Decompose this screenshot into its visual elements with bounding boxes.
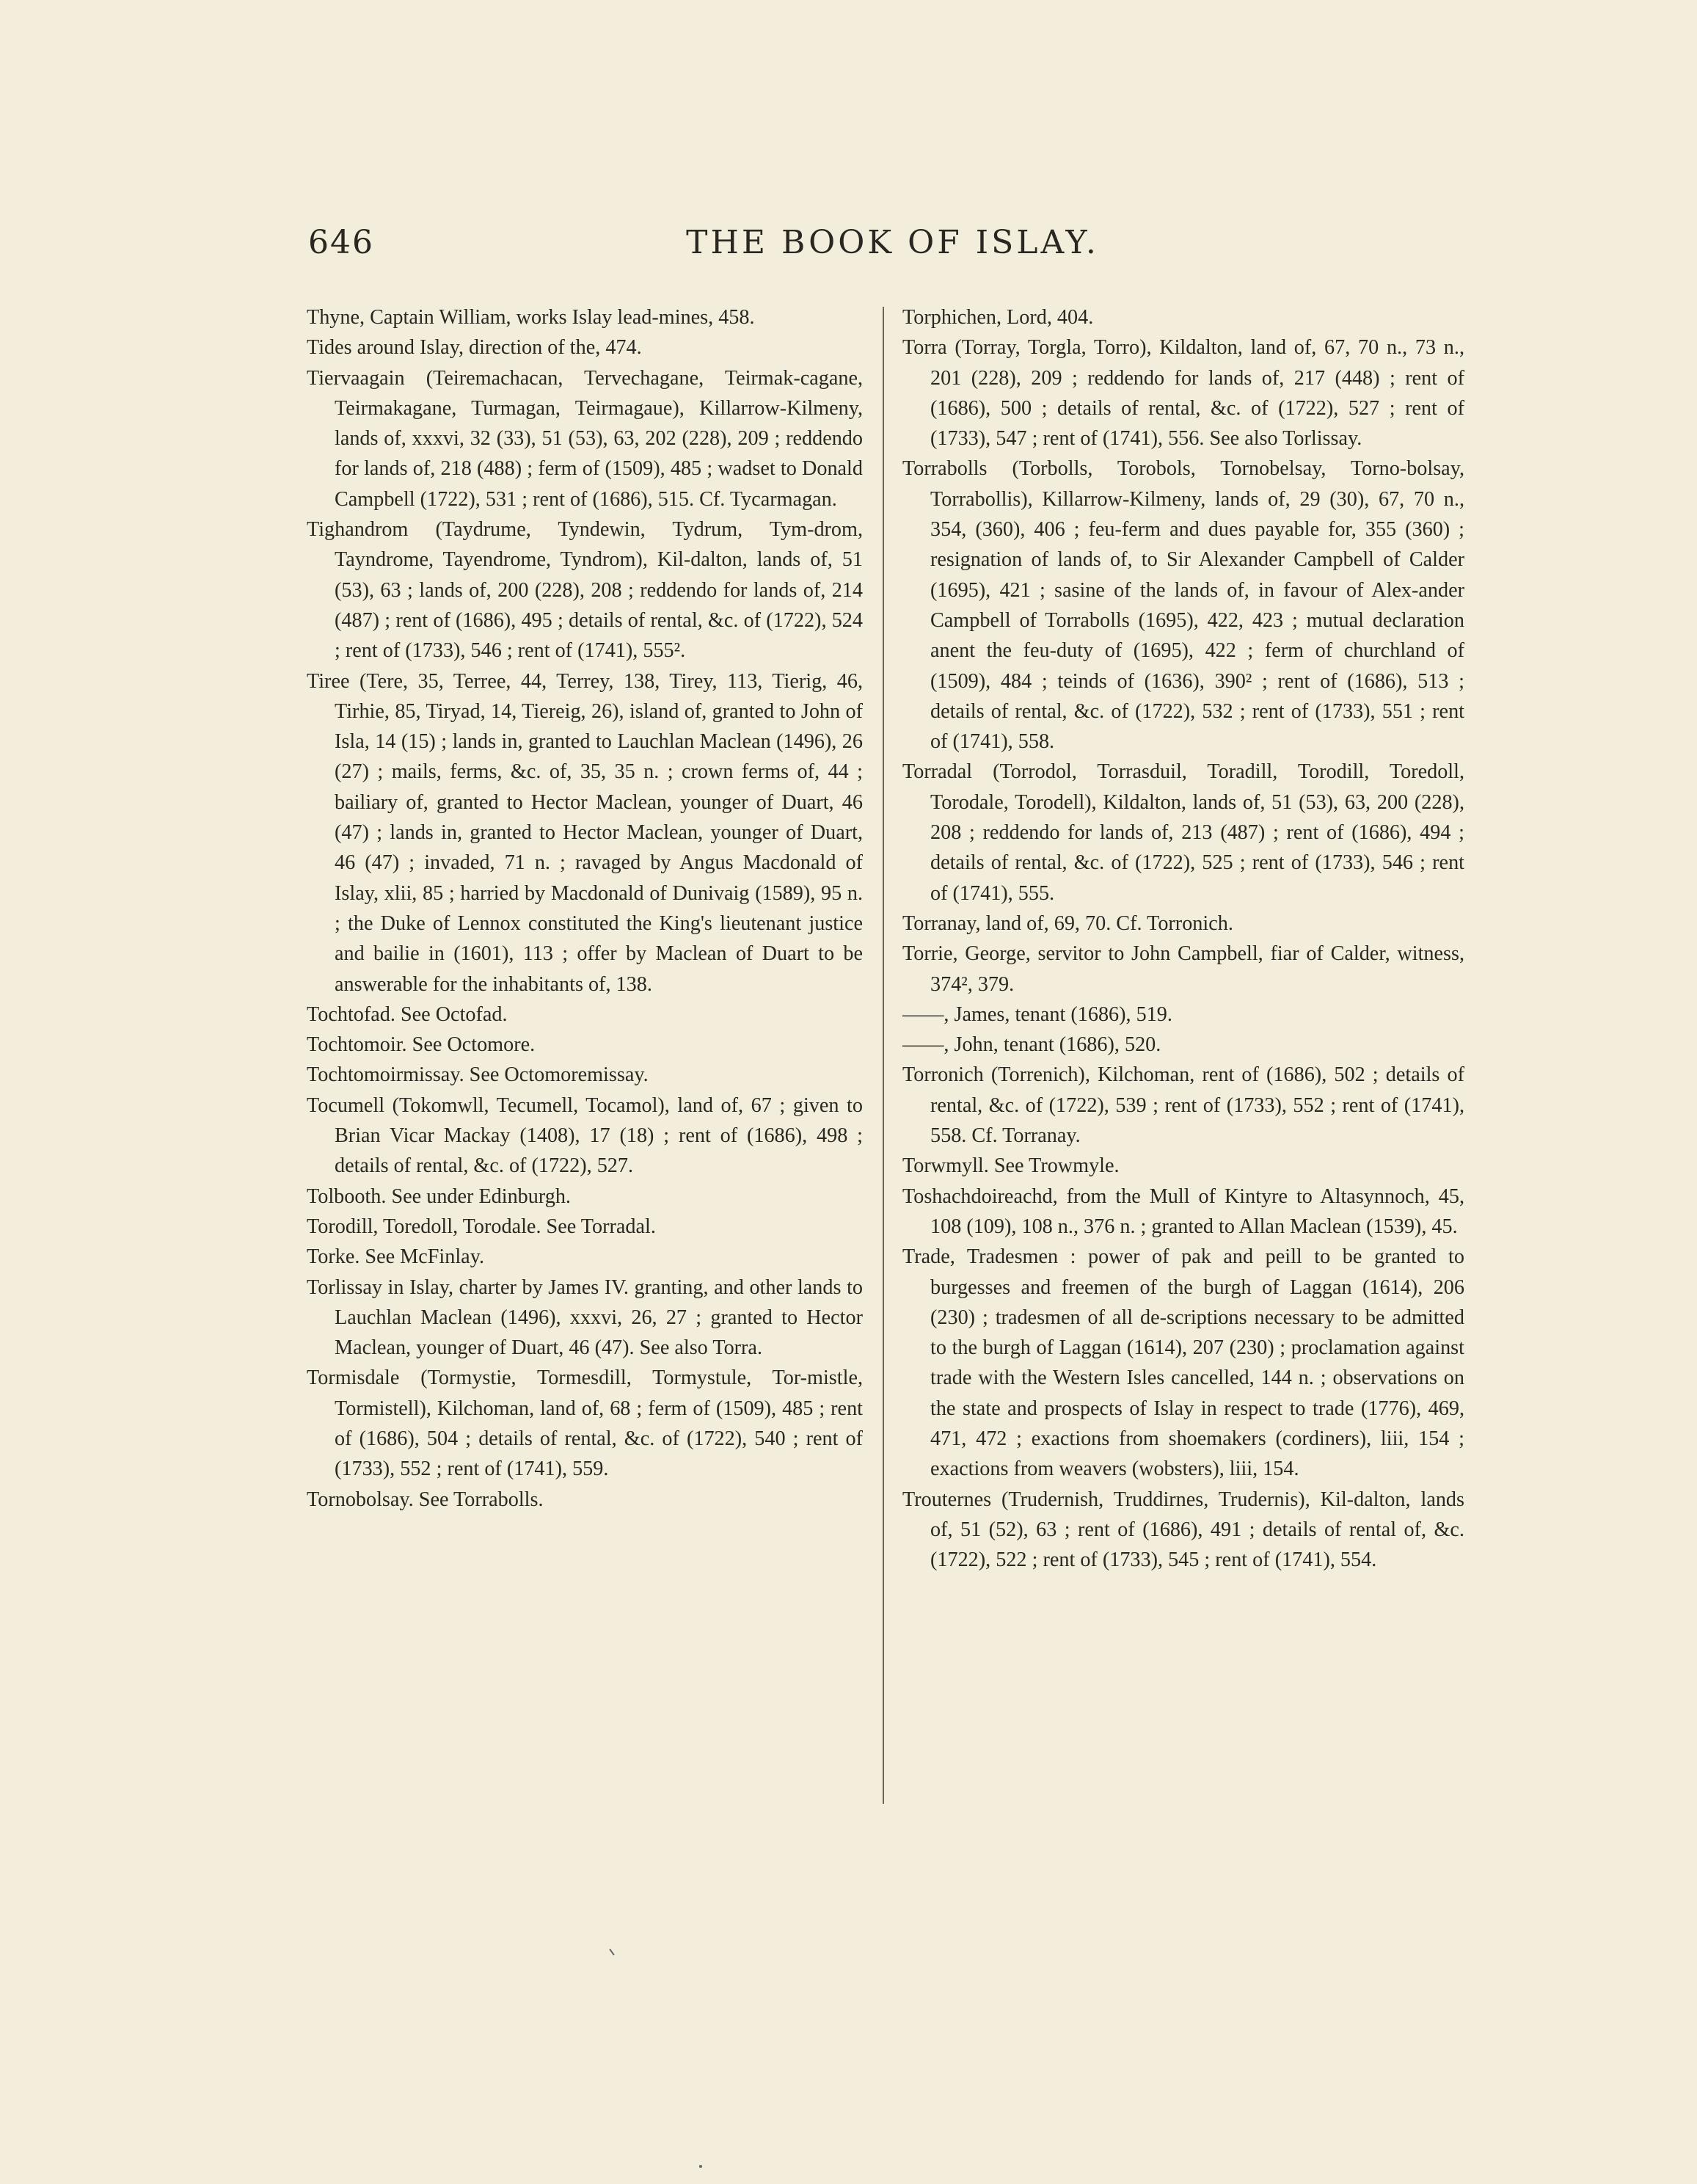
index-entry: ——, James, tenant (1686), 519. <box>902 1002 1172 1026</box>
index-entry: Trade, Tradesmen : power of pak and peill to be granted to burgesses and freemen of the burgh of Laggan (1614), 206 (230) ; tradesmen of all de-scriptions necessary to be admitted to the burgh of Laggan (1614), 207 (230) ; proclamation against trade with the Western Isles cancelled, 144 n. ; observations on the state and prospects of Islay in respect to trade (1776), 469, 471, 472 ; exactions from shoemakers (cordiners), liii, 154 ; exactions from weavers (wobsters), liii, 154. <box>902 1245 1464 1481</box>
column-divider <box>883 307 884 1804</box>
index-entry: Tochtomoir. See Octomore. <box>307 1033 536 1057</box>
index-entry: Torodill, Toredoll, Torodale. See Torradal. <box>307 1215 656 1238</box>
index-entry: Torronich (Torrenich), Kilchoman, rent of (1686), 502 ; details of rental, &c. of (1722), 539 ; rent of (1733), 552 ; rent of (1741), 558. Cf. Torranay. <box>902 1063 1464 1148</box>
index-entry: Tormisdale (Tormystie, Tormesdill, Tormystule, Tor-mistle, Tormistell), Kilchoman, land of, 68 ; ferm of (1509), 485 ; rent of (1686), 504 ; details of rental, &c. of (1722), 540 ; rent of (1733), 552 ; rent of (1741), 559. <box>307 1366 863 1481</box>
index-entry: Trouternes (Trudernish, Truddirnes, Trudernis), Kil-dalton, lands of, 51 (52), 63 ; rent of (1686), 491 ; details of rental of, &c. (1722), 522 ; rent of (1733), 545 ; rent of (1741), 554. <box>902 1488 1464 1572</box>
index-entry: Torra (Torray, Torgla, Torro), Kildalton, land of, 67, 70 n., 73 n., 201 (228), 209 ; reddendo for lands of, 217 (448) ; rent of (1686), 500 ; details of rental, &c. of (1722), 527 ; rent of (1733), 547 ; rent of (1741), 556. See also Torlissay. <box>902 336 1464 451</box>
index-column-right <box>902 302 1464 1575</box>
index-entry: Tighandrom (Taydrume, Tyndewin, Tydrum, Tym-drom, Tayndrome, Tayendrome, Tyndrom), Kil-dalton, lands of, 51 (53), 63 ; lands of, 200 (228), 208 ; reddendo for lands of, 214 (487) ; rent of (1686), 495 ; details of rental, &c. of (1722), 524 ; rent of (1733), 546 ; rent of (1741), 555². <box>307 518 863 663</box>
index-entry: Tiervaagain (Teiremachacan, Tervechagane, Teirmak-cagane, Teirmakagane, Turmagan, Teirmagaue), Killarrow-Kilmeny, lands of, xxxvi, 32 (33), 51 (53), 63, 202 (228), 209 ; reddendo for lands of, 218 (488) ; ferm of (1509), 485 ; wadset to Donald Campbell (1722), 531 ; rent of (1686), 515. Cf. Tycarmagan. <box>307 366 863 511</box>
paper-speck <box>699 2165 702 2168</box>
index-entry: Tornobolsay. See Torrabolls. <box>307 1488 544 1511</box>
index-entry: Tiree (Tere, 35, Terree, 44, Terrey, 138, Tirey, 113, Tierig, 46, Tirhie, 85, Tiryad, 14, Tiereig, 26), island of, granted to John of Isla, 14 (15) ; lands in, granted to Lauchlan Maclean (1496), 26 (27) ; mails, ferms, &c. of, 35, 35 n. ; crown ferms of, 44 ; bailiary of, granted to Hector Maclean, younger of Duart, 46 (47) ; lands in, granted to Hector Maclean, younger of Duart, 46 (47) ; invaded, 71 n. ; ravaged by Angus Macdonald of Islay, xlii, 85 ; harried by Macdonald of Dunivaig (1589), 95 n. ; the Duke of Lennox constituted the King's lieutenant justice and bailie in (1601), 113 ; offer by Maclean of Duart to be answerable for the inhabitants of, 138. <box>307 669 863 996</box>
index-entry: Torradal (Torrodol, Torrasduil, Toradill, Torodill, Toredoll, Torodale, Torodell), Kildalton, lands of, 51 (53), 63, 200 (228), 208 ; reddendo for lands of, 213 (487) ; rent of (1686), 494 ; details of rental, &c. of (1722), 525 ; rent of (1733), 546 ; rent of (1741), 555. <box>902 760 1464 905</box>
index-entry: Torlissay in Islay, charter by James IV. granting, and other lands to Lauchlan Maclean (1496), xxxvi, 26, 27 ; granted to Hector Maclean, younger of Duart, 46 (47). See also Torra. <box>307 1275 863 1360</box>
index-column-left <box>307 302 863 1515</box>
index-entry: Tochtomoirmissay. See Octomoremissay. <box>307 1063 649 1087</box>
index-entry: Tocumell (Tokomwll, Tecumell, Tocamol), land of, 67 ; given to Brian Vicar Mackay (1408), 17 (18) ; rent of (1686), 498 ; details of rental, &c. of (1722), 527. <box>307 1093 863 1178</box>
index-entry: ——, John, tenant (1686), 520. <box>902 1033 1161 1057</box>
index-entry: Torrabolls (Torbolls, Torobols, Tornobelsay, Torno-bolsay, Torrabollis), Killarrow-Kilmeny, lands of, 29 (30), 67, 70 n., 354, (360), 406 ; feu-ferm and dues payable for, 355 (360) ; resignation of lands of, to Sir Alexander Campbell of Calder (1695), 421 ; sasine of the lands of, in favour of Alex-ander Campbell of Torrabolls (1695), 422, 423 ; mutual declaration anent the feu-duty of (1695), 422 ; ferm of churchland of (1509), 484 ; teinds of (1636), 390² ; rent of (1686), 513 ; details of rental, &c. of (1722), 532 ; rent of (1733), 551 ; rent of (1741), 558. <box>902 457 1464 754</box>
index-entry: Torphichen, Lord, 404. <box>902 306 1094 329</box>
index-entry: Tochtofad. See Octofad. <box>307 1002 508 1026</box>
index-entry: Torke. See McFinlay. <box>307 1245 485 1269</box>
running-title: THE BOOK OF ISLAY. <box>686 224 1099 261</box>
index-entry: Torwmyll. See Trowmyle. <box>902 1154 1120 1178</box>
index-entry: Tolbooth. See under Edinburgh. <box>307 1184 571 1208</box>
index-entry: Torranay, land of, 69, 70. Cf. Torronich. <box>902 911 1233 935</box>
index-entry: Tides around Islay, direction of the, 474. <box>307 336 642 360</box>
page-number: 646 <box>308 224 374 261</box>
index-entry: Toshachdoireachd, from the Mull of Kintyre to Altasynnoch, 45, 108 (109), 108 n., 376 n. ; granted to Allan Maclean (1539), 45. <box>902 1184 1464 1238</box>
index-entry: Thyne, Captain William, works Islay lead-mines, 458. <box>307 306 755 329</box>
index-entry: Torrie, George, servitor to John Campbell, fiar of Calder, witness, 374², 379. <box>902 942 1464 996</box>
paper-speck <box>609 1948 614 1955</box>
